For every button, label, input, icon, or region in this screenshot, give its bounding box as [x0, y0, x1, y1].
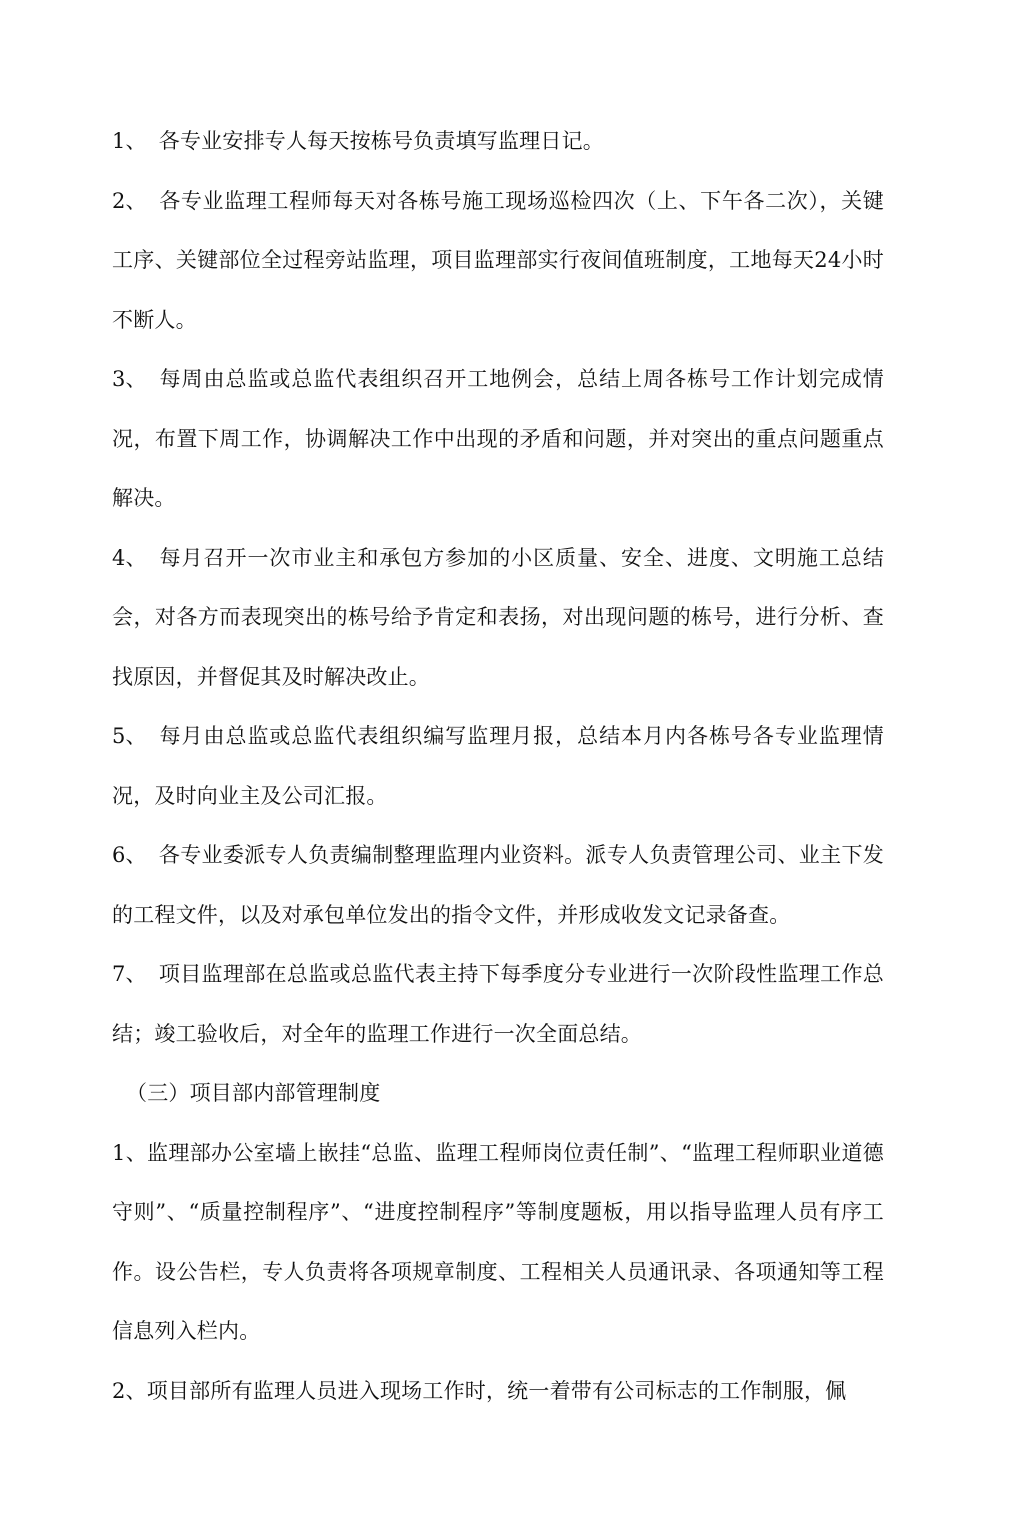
paragraph-item-4 [112, 529, 884, 708]
paragraph-number: 3、 [112, 367, 147, 391]
paragraph-number: 1、 [112, 129, 147, 153]
paragraph-number: 6、 [112, 843, 147, 867]
paragraph-text: 监理部办公室墙上嵌挂“总监、监理工程师岗位责任制”、“监理工程师职业道德守则”、“质量控制程序”、“进度控制程序”等制度题板，用以指导监理人员有序工作。设公告栏，专人负责将各项规章制度、工程相关人员通讯录、各项通知等工程信息列入栏内。 [112, 1140, 885, 1343]
paragraph-item-7 [112, 945, 884, 1064]
paragraph-text: 各专业委派专人负责编制整理监理内业资料。派专人负责管理公司、业主下发的工程文件，以及对承包单位发出的指令文件，并形成收发文记录备查。 [112, 843, 884, 927]
paragraph-number: 2、 [112, 1378, 147, 1403]
paragraph-number: 2、 [112, 188, 147, 213]
paragraph-text: 各专业安排专人每天按栋号负责填写监理日记。 [158, 129, 604, 153]
paragraph-number: 4、 [112, 545, 147, 570]
section-heading: （三）项目部内部管理制度 [126, 1081, 381, 1105]
paragraph-text: 各专业监理工程师每天对各栋号施工现场巡检四次（上、下午各二次），关键工序、关键部位全过程旁站监理，项目监理部实行夜间值班制度，工地每天24小时不断人。 [112, 188, 884, 332]
paragraph-item-6 [112, 826, 884, 945]
paragraph-text: 项目部所有监理人员进入现场工作时，统一着带有公司标志的工作制服，佩 [146, 1378, 847, 1403]
paragraph-text: 每月由总监或总监代表组织编写监理月报，总结本月内各栋号各专业监理情况，及时向业主及公司汇报。 [112, 724, 884, 808]
paragraph-number: 1、 [112, 1140, 148, 1165]
paragraph-number: 5、 [112, 724, 147, 748]
section-paragraph-item-1 [112, 1124, 884, 1362]
document-body [112, 112, 884, 1421]
paragraph-text: 每周由总监或总监代表组织召开工地例会，总结上周各栋号工作计划完成情况，布置下周工作，协调解决工作中出现的矛盾和问题，并对突出的重点问题重点解决。 [112, 367, 884, 510]
paragraph-item-5 [112, 707, 884, 826]
paragraph-item-1 [112, 112, 884, 172]
paragraph-text: 每月召开一次市业主和承包方参加的小区质量、安全、进度、文明施工总结会，对各方而表现突出的栋号给予肯定和表扬，对出现问题的栋号，进行分析、查找原因，并督促其及时解决改止。 [112, 545, 884, 689]
paragraph-text: 项目监理部在总监或总监代表主持下每季度分专业进行一次阶段性监理工作总结；竣工验收后，对全年的监理工作进行一次全面总结。 [112, 962, 884, 1046]
section-paragraph-item-2 [112, 1362, 884, 1422]
paragraph-item-2 [112, 172, 884, 351]
paragraph-item-3 [112, 350, 884, 529]
paragraph-number: 7、 [112, 962, 147, 986]
